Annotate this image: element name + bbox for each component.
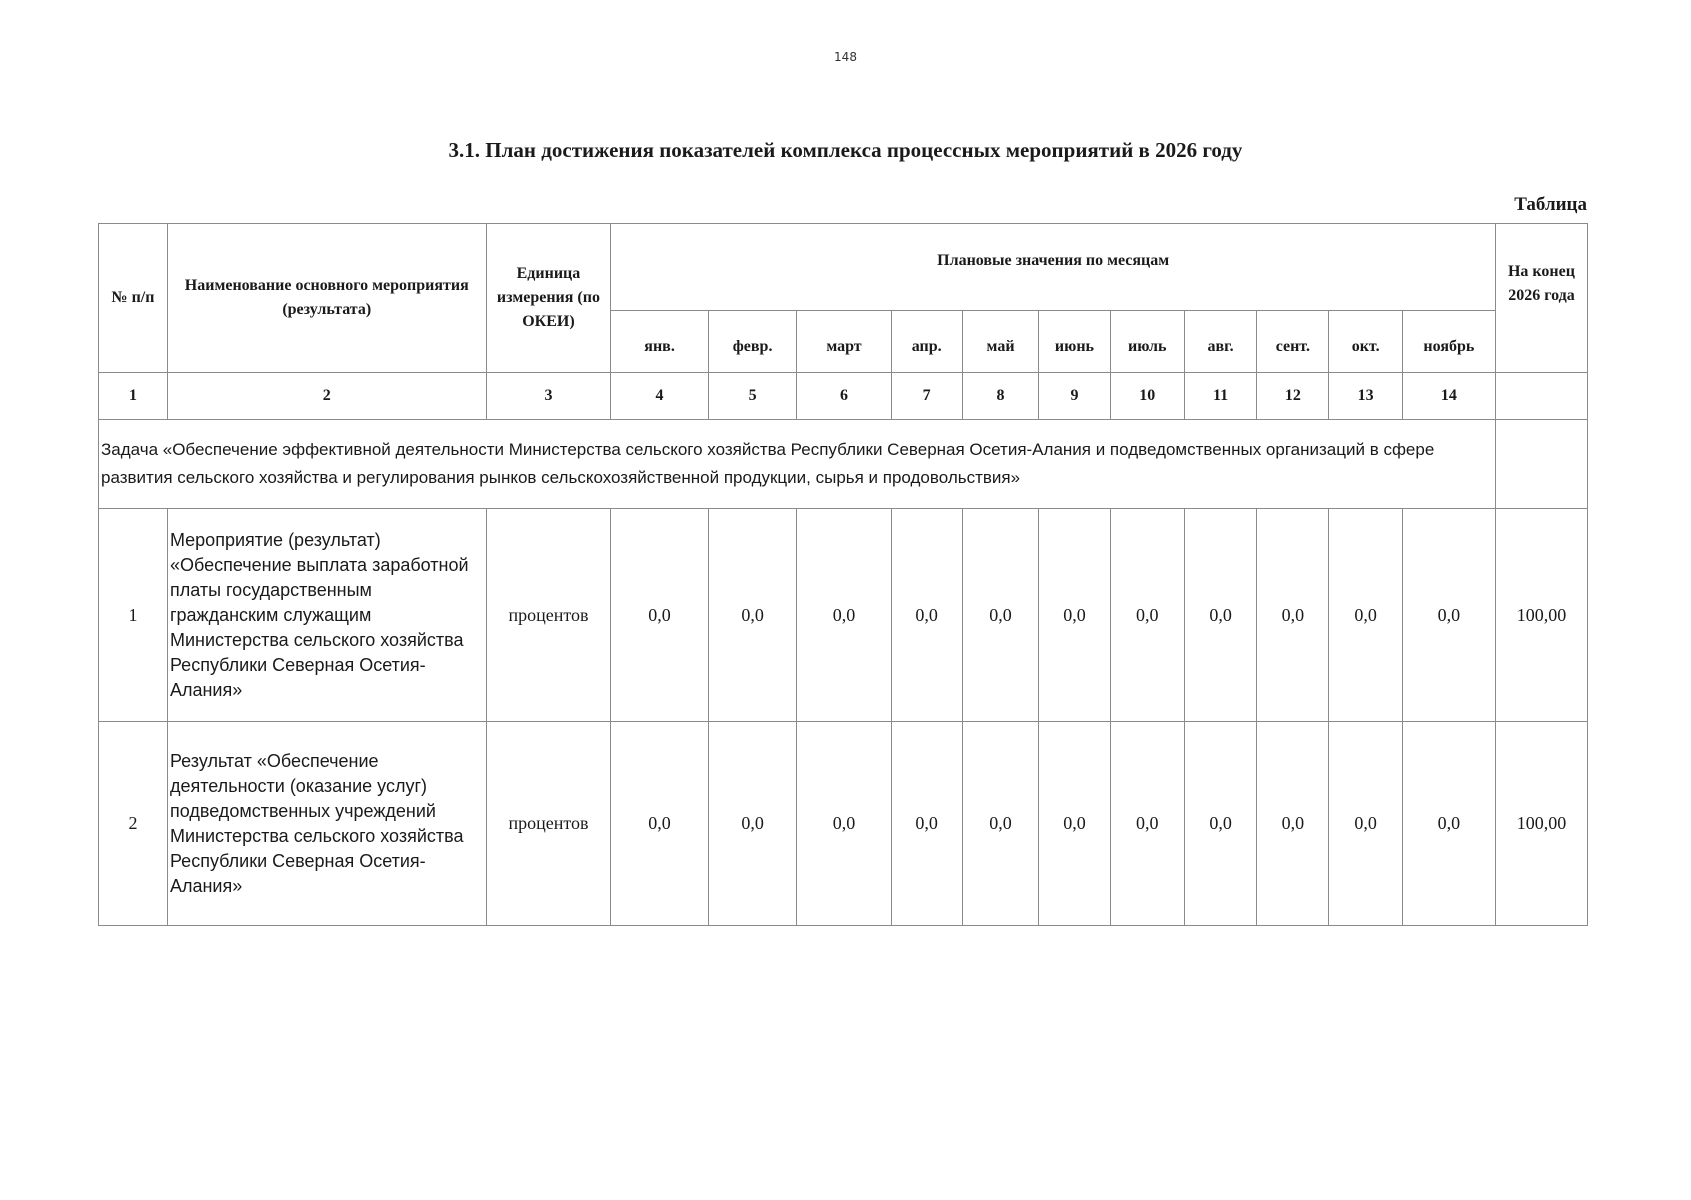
column-number: 4 [611,373,708,420]
header-month: июнь [1039,311,1110,373]
column-number: 14 [1402,373,1495,420]
row-value: 0,0 [708,509,797,722]
row-value: 0,0 [1110,509,1184,722]
header-month: апр. [891,311,962,373]
row-value: 0,0 [891,509,962,722]
header-name: Наименование основного мероприятия (результата) [167,224,486,373]
header-month: окт. [1329,311,1402,373]
row-value: 0,0 [1329,509,1402,722]
row-value: 0,0 [1329,722,1402,926]
row-unit: процентов [486,509,611,722]
row-value: 0,0 [1184,509,1256,722]
header-month: июль [1110,311,1184,373]
column-number: 6 [797,373,891,420]
table-caption: Таблица [1514,194,1587,215]
row-value: 0,0 [1184,722,1256,926]
page-number: 148 [834,50,857,64]
row-name: Мероприятие (результат) «Обеспечение выплата заработной платы государственным гражданским служащим Министерства сельского хозяйства Республики Северная Осетия-Алания» [167,509,486,722]
header-month: ноябрь [1402,311,1495,373]
row-value: 0,0 [708,722,797,926]
column-number: 13 [1329,373,1402,420]
header-month: май [962,311,1039,373]
header-num: № п/п [99,224,168,373]
column-number: 7 [891,373,962,420]
row-value: 0,0 [1402,509,1495,722]
column-number: 10 [1110,373,1184,420]
row-value: 0,0 [1039,509,1110,722]
header-month: янв. [611,311,708,373]
row-value: 0,0 [1402,722,1495,926]
header-row [99,224,1588,311]
row-end-value: 100,00 [1495,509,1587,722]
row-num: 2 [99,722,168,926]
row-num: 1 [99,509,168,722]
header-month: авг. [1184,311,1256,373]
row-value: 0,0 [891,722,962,926]
table-row [99,509,1588,722]
column-number: 1 [99,373,168,420]
row-unit: процентов [486,722,611,926]
column-numbers-row [99,373,1588,420]
column-number: 3 [486,373,611,420]
row-name: Результат «Обеспечение деятельности (оказание услуг) подведомственных учреждений Министерства сельского хозяйства Республики Северная Осетия-Алания» [167,722,486,926]
table-row [99,722,1588,926]
column-number: 2 [167,373,486,420]
column-number-empty [1495,373,1587,420]
document-title: 3.1. План достижения показателей комплекса процессных мероприятий в 2026 году [448,138,1243,162]
header-planned: Плановые значения по месяцам [611,224,1496,311]
row-value: 0,0 [1110,722,1184,926]
row-end-value: 100,00 [1495,722,1587,926]
column-number: 9 [1039,373,1110,420]
row-value: 0,0 [797,722,891,926]
header-month: февр. [708,311,797,373]
task-end-empty [1495,420,1587,509]
column-number: 8 [962,373,1039,420]
row-value: 0,0 [611,722,708,926]
header-month: сент. [1257,311,1329,373]
row-value: 0,0 [1039,722,1110,926]
row-value: 0,0 [962,509,1039,722]
row-value: 0,0 [962,722,1039,926]
column-number: 12 [1257,373,1329,420]
task-row [99,420,1588,509]
row-value: 0,0 [797,509,891,722]
header-month: март [797,311,891,373]
task-description: Задача «Обеспечение эффективной деятельности Министерства сельского хозяйства Республики Северная Осетия-Алания и подведомственных организаций в сфере развития сельского хозяйства и регулирования рынков сельскохозяйственной продукции, сырья и продовольствия» [99,420,1496,509]
header-unit: Единица измерения (по ОКЕИ) [486,224,611,373]
column-number: 5 [708,373,797,420]
plan-table [98,223,1588,926]
row-value: 0,0 [611,509,708,722]
header-end: На конец 2026 года [1495,224,1587,373]
row-value: 0,0 [1257,509,1329,722]
column-number: 11 [1184,373,1256,420]
row-value: 0,0 [1257,722,1329,926]
